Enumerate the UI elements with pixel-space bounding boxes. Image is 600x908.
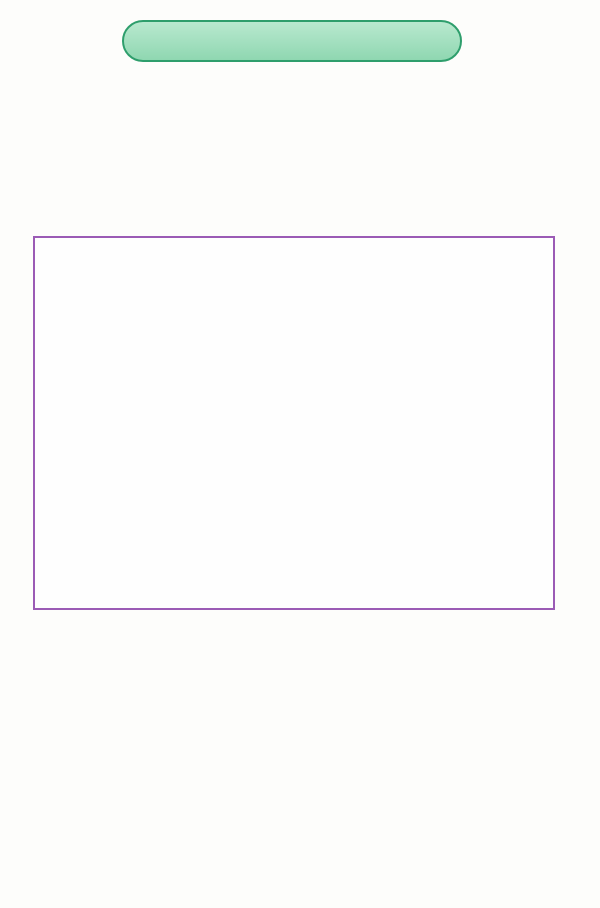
page-title — [122, 20, 462, 62]
responsive-reading-box — [33, 236, 555, 610]
